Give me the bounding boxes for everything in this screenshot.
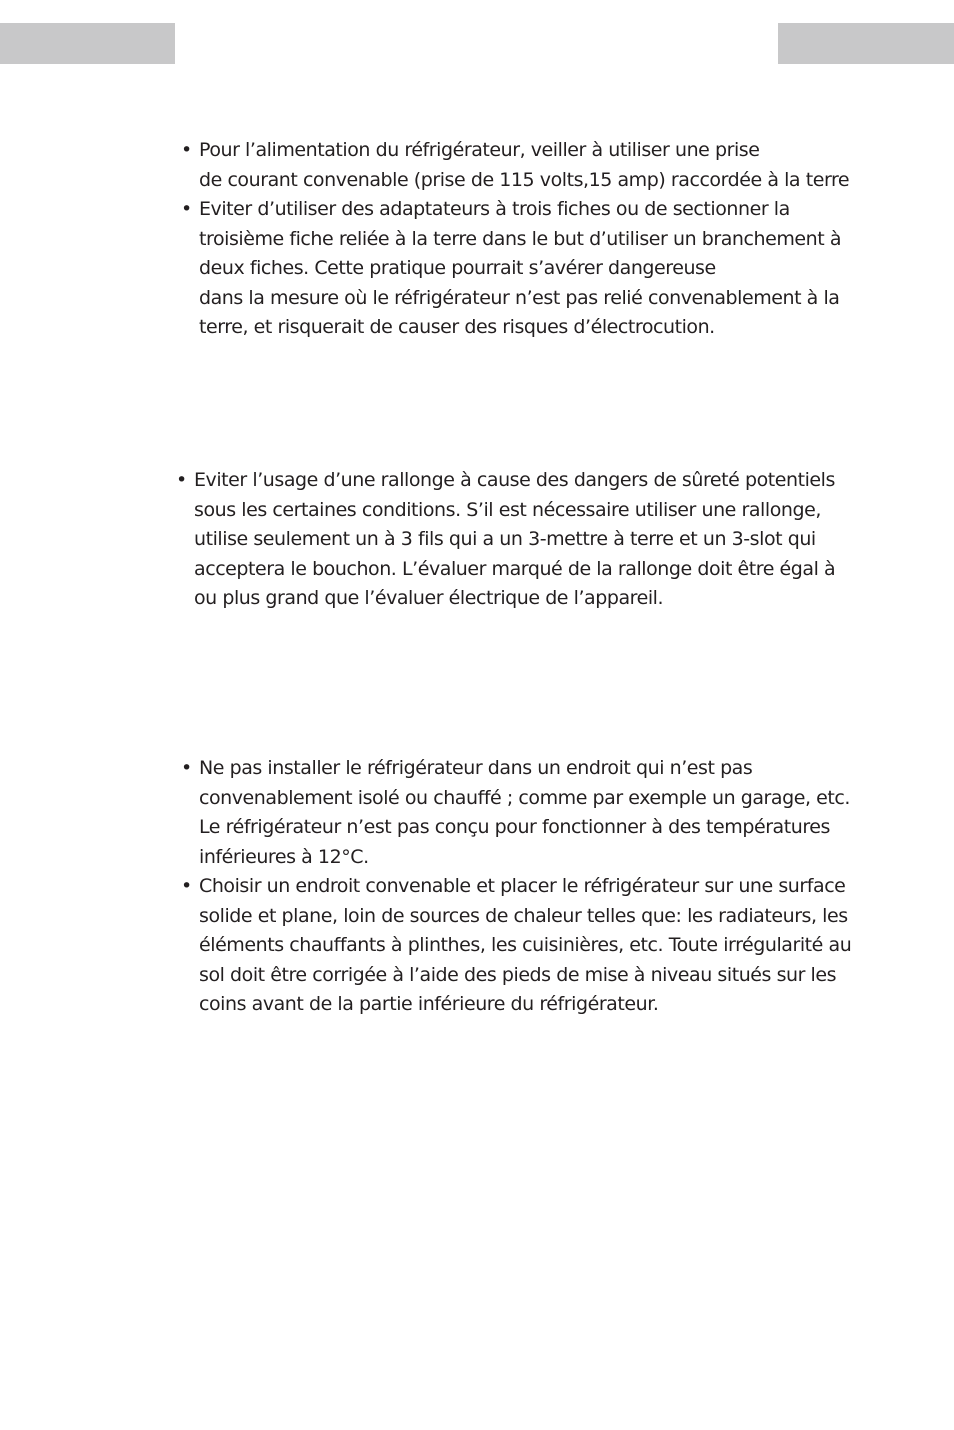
bullet-icon: •	[176, 469, 187, 491]
text-line: deux fiches. Cette pratique pourrait s’avérer dangereuse	[199, 257, 716, 279]
section-extension-cord	[176, 466, 836, 614]
text-line: Le réfrigérateur n’est pas conçu pour fonctionner à des températures	[199, 816, 830, 838]
bullet-icon: •	[181, 198, 192, 220]
text-line: Eviter l’usage d’une rallonge à cause des dangers de sûreté potentiels	[194, 469, 835, 491]
list-item	[181, 872, 852, 1020]
list-item	[181, 136, 850, 195]
text-line: Pour l’alimentation du réfrigérateur, veiller à utiliser une prise	[199, 139, 760, 161]
text-line: de courant convenable (prise de 115 volts,15 amp) raccordée à la terre	[199, 168, 850, 191]
text-line: éléments chauffants à plinthes, les cuisinières, etc. Toute irrégularité au	[199, 934, 852, 956]
text-line: sous les certaines conditions. S’il est nécessaire utiliser une rallonge,	[194, 498, 821, 521]
text-line: troisième fiche reliée à la terre dans le but d’utiliser un branchement à	[199, 227, 842, 250]
text-line: utilise seulement un à 3 fils qui a un 3-mettre à terre et un 3-slot qui	[194, 528, 816, 550]
header-tab-left	[0, 23, 175, 64]
text-line: convenablement isolé ou chauffé ; comme par exemple un garage, etc.	[199, 786, 850, 809]
text-line: sol doit être corrigée à l’aide des pieds de mise à niveau situés sur les	[199, 963, 837, 986]
list-item	[181, 754, 851, 872]
text-line: ou plus grand que l’évaluer électrique de l’appareil.	[194, 587, 664, 609]
section-installation-location	[181, 754, 852, 1020]
list-item	[176, 466, 836, 614]
text-line: inférieures à 12°C.	[199, 845, 369, 868]
list-item	[181, 195, 849, 343]
section-electrical-grounding	[181, 136, 850, 343]
text-line: dans la mesure où le réfrigérateur n’est pas relié convenablement à la	[199, 286, 840, 309]
bullet-icon: •	[181, 875, 192, 897]
text-line: Choisir un endroit convenable et placer le réfrigérateur sur une surface	[199, 875, 846, 897]
text-line: coins avant de la partie inférieure du réfrigérateur.	[199, 993, 659, 1015]
text-line: acceptera le bouchon. L’évaluer marqué de la rallonge doit être égal à	[194, 557, 836, 580]
text-line: Ne pas installer le réfrigérateur dans un endroit qui n’est pas	[199, 757, 753, 779]
bullet-icon: •	[181, 757, 192, 779]
text-line: terre, et risquerait de causer des risques d’électrocution.	[199, 316, 715, 338]
text-line: Eviter d’utiliser des adaptateurs à trois fiches ou de sectionner la	[199, 198, 790, 220]
bullet-icon: •	[181, 139, 192, 161]
text-line: solide et plane, loin de sources de chaleur telles que: les radiateurs, les	[199, 904, 848, 927]
header-tab-right	[778, 23, 954, 64]
